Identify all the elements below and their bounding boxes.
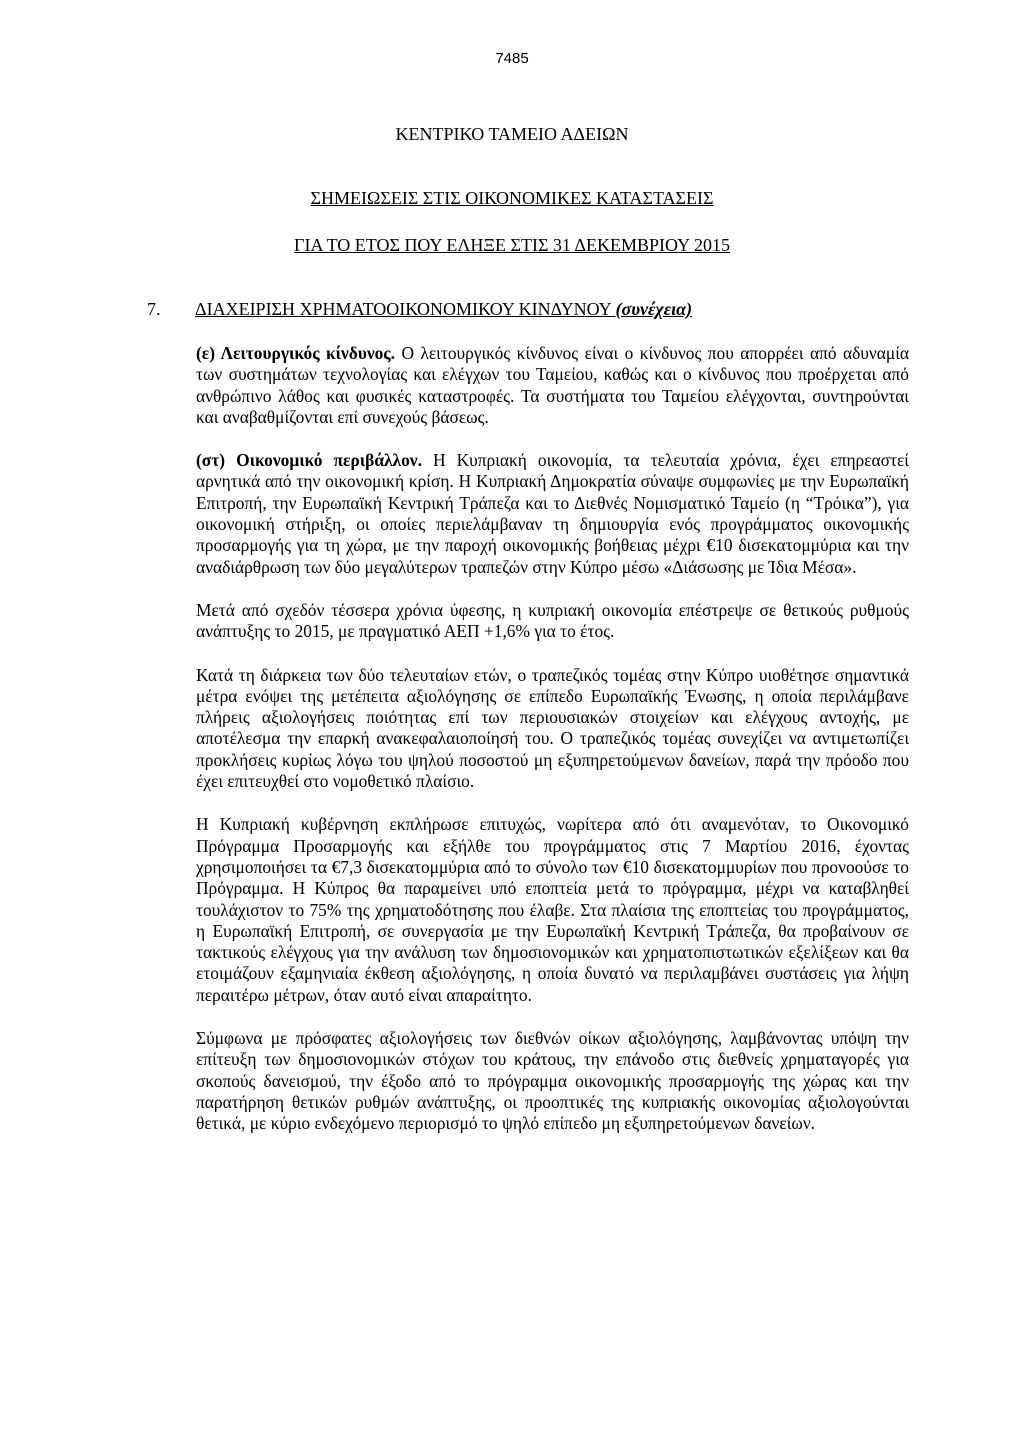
document-body [196,343,909,1157]
paragraph-recovery [196,600,909,643]
paragraph-adjustment-programme [196,814,909,1006]
notes-title: ΣΗΜΕΙΩΣΕΙΣ ΣΤΙΣ ΟΙΚΟΝΟΜΙΚΕΣ ΚΑΤΑΣΤΑΣΕΙΣ [310,188,714,208]
section-continued: (συνέχεια) [615,299,693,319]
year-title: ΓΙΑ ΤΟ ΕΤΟΣ ΠΟΥ ΕΛΗΞΕ ΣΤΙΣ 31 ΔΕΚΕΜΒΡΙΟΥ 2015 [294,235,730,255]
paragraph-text: Ο λειτουργικός κίνδυνος είναι ο κίνδυνος που απορρέει από αδυναμία των συστημάτων τεχνολογίας και ελέγχων του Ταμείου, καθώς και ο κίνδυνος που προέρχεται από ανθρώπινο λάθος και φυσικές καταστροφές. Τα συστήματα του Ταμείου ελέγχονται, συντηρούνται και αναβαθμίζονται επί συνεχούς βάσεως. [196,343,909,427]
section-heading [147,298,877,320]
paragraph-text: Η Κυπριακή κυβέρνηση εκπλήρωσε επιτυχώς, νωρίτερα από ότι αναμενόταν, το Οικονομικό Πρόγραμμα Προσαρμογής και εξήλθε του προγράμματος στις 7 Μαρτίου 2016, έχοντας χρησιμοποιήσει τα €7,3 δισεκατομμύρια από το σύνολο των €10 δισεκατομμυρίων που προνοούσε το Πρόγραμμα. Η Κύπρος θα παραμείνει υπό εποπτεία μετά το πρόγραμμα, μέχρι να καταβληθεί τουλάχιστον το 75% της χρηματοδότησης που έλαβε. Στα πλαίσια της εποπτείας του προγράμματος, η Ευρωπαϊκή Επιτροπή, σε συνεργασία με την Ευρωπαϊκή Κεντρική Τράπεζα, θα προβαίνουν σε τακτικούς ελέγχους για την ανάλυση των δημοσιονομικών και χρηματοπιστωτικών εξελίξεων και θα ετοιμάζουν εξαμηνιαία έκθεση αξιολόγησης, η οποία δυνατό να περιλαμβάνει συστάσεις για λήψη περαιτέρω μέτρων, όταν αυτό είναι απαραίτητο. [196,814,909,1005]
section-title: ΔΙΑΧΕΙΡΙΣΗ ΧΡΗΜΑΤΟΟΙΚΟΝΟΜΙΚΟΥ ΚΙΝΔΥΝΟΥ [195,299,612,319]
paragraph-lead: (ε) Λειτουργικός κίνδυνος. [196,343,395,363]
paragraph-text: Μετά από σχεδόν τέσσερα χρόνια ύφεσης, η κυπριακή οικονομία επέστρεψε σε θετικούς ρυθμούς ανάπτυξης το 2015, με πραγματικό ΑΕΠ +1,6% για το έτος. [196,599,909,642]
paragraph-text: Η Κυπριακή οικονομία, τα τελευταία χρόνια, έχει επηρεαστεί αρνητικά από την οικονομική κρίση. Η Κυπριακή Δημοκρατία σύναψε συμφωνίες με την Ευρωπαϊκή Επιτροπή, την Ευρωπαϊκή Κεντρική Τράπεζα και το Διεθνές Νομισματικό Ταμείο (η “Τρόικα”), για οικονομική στήριξη, οι οποίες περιελάμβαναν τη δημιουργία ενός προγράμματος οικονομικής προσαρμογής για τη χώρα, με την παροχή οικονομικής βοήθειας μέχρι €10 δισεκατομμύρια και την αναδιάρθρωση των δύο μεγαλύτερων τραπεζών στην Κύπρο μέσω «Διάσωσης με Ίδια Μέσα». [196,450,909,577]
page-number: 7485 [495,50,529,67]
organization-title: ΚΕΝΤΡΙΚΟ ΤΑΜΕΙΟ ΑΔΕΙΩΝ [395,124,629,144]
paragraph-text: Σύμφωνα με πρόσφατες αξιολογήσεις των διεθνών οίκων αξιολόγησης, λαμβάνοντας υπόψη την επίτευξη των δημοσιονομικών στόχων του κράτους, την επάνοδο στις διεθνείς χρηματαγορές για σκοπούς δανεισμού, την έξοδο από το πρόγραμμα οικονομικής προσαρμογής της χώρας και την παρατήρηση θετικών ρυθμών ανάπτυξης, οι προοπτικές της κυπριακής οικονομίας αξιολογούνται θετικά, με κύριο ενδεχόμενο περιορισμό το ψηλό επίπεδο μη εξυπηρετούμενων δανείων. [196,1028,909,1134]
paragraph-ratings-outlook [196,1028,909,1134]
paragraph-economic-environment [196,450,909,578]
section-number: 7. [147,299,161,319]
paragraph-text: Κατά τη διάρκεια των δύο τελευταίων ετών, ο τραπεζικός τομέας στην Κύπρο υιοθέτησε σημαντικά μέτρα ενόψει της μετέπειτα αξιολόγησης σε επίπεδο Ευρωπαϊκής Ένωσης, η οποία περιλάμβανε πλήρεις αξιολογήσεις ποιότητας επί των περιουσιακών στοιχείων και ελέγχους αντοχής, με αποτέλεσμα την επαρκή ανακεφαλαιοποίησή του. Ο τραπεζικός τομέας συνεχίζει να αντιμετωπίζει προκλήσεις κυρίως λόγω του ψηλού ποσοστού μη εξυπηρετούμενων δανείων, παρά την πρόοδο που έχει επιτευχθεί στο νομοθετικό πλαίσιο. [196,664,909,792]
paragraph-operational-risk [196,343,909,428]
paragraph-lead: (στ) Οικονομικό περιβάλλον. [196,450,422,471]
paragraph-banking-sector [196,665,909,793]
